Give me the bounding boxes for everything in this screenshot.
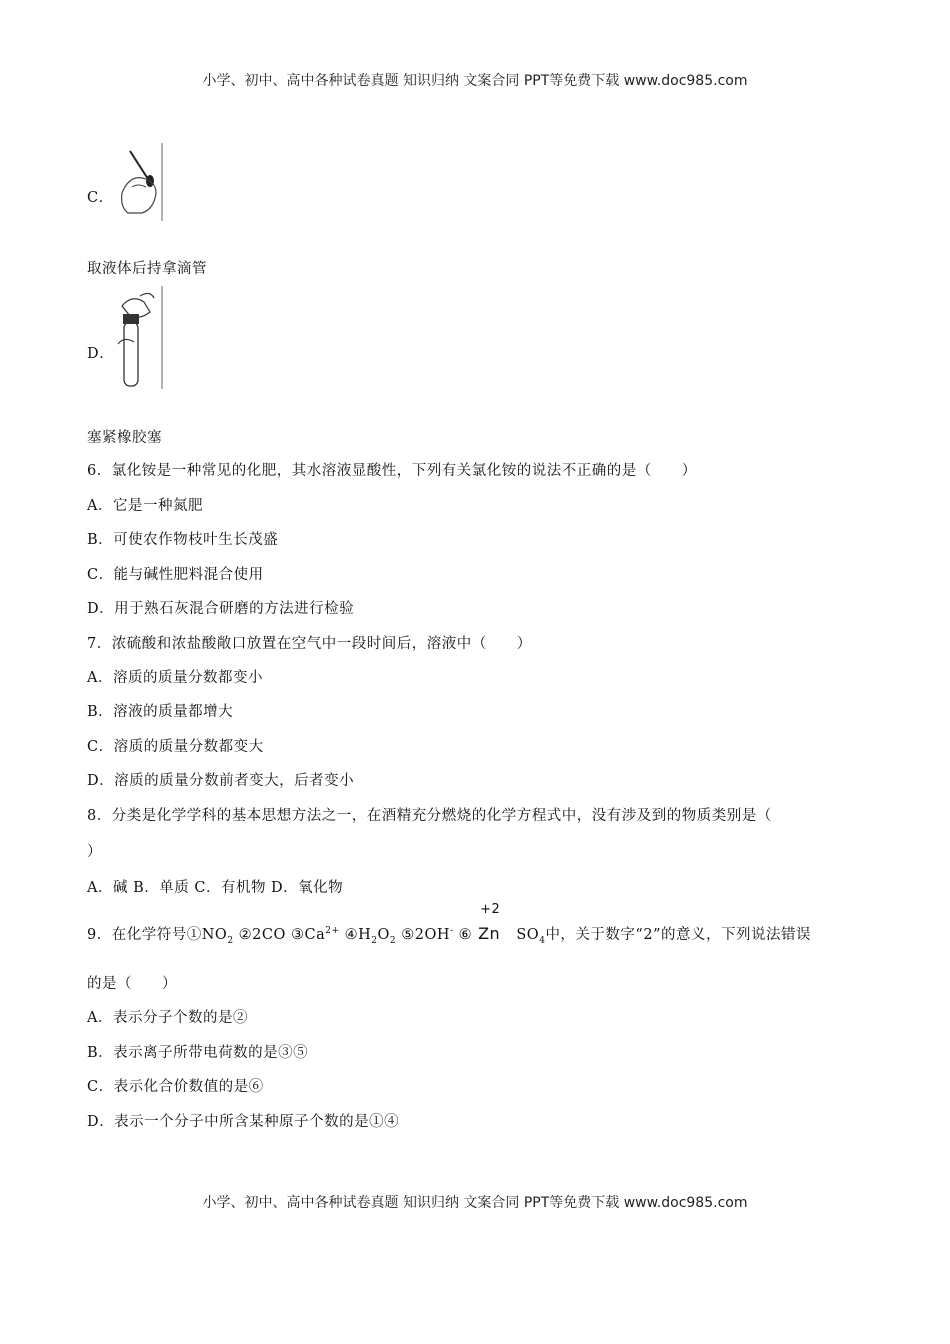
q9-suffix: 中，关于数字“2”的意义，下列说法错误 <box>545 927 811 943</box>
q7-option-b: B．溶液的质量都增大 <box>87 704 234 720</box>
dropper-hand-figure <box>112 143 168 221</box>
option-d-label: D． <box>87 346 115 362</box>
q9-prefix: 9．在化学符号① <box>87 927 202 943</box>
q9-symbol-no2: $NO_2$ <box>201 927 234 946</box>
q7-stem: 7．浓硫酸和浓盐酸敞口放置在空气中一段时间后，溶液中（ ） <box>87 636 532 652</box>
option-c-caption: 取液体后持拿滴管 <box>87 261 207 277</box>
test-tube-stopper-figure <box>110 286 166 389</box>
q6-stem: 6．氯化铵是一种常见的化肥，其水溶液显酸性，下列有关氯化铵的说法不正确的是（ ） <box>87 463 697 479</box>
q6-option-b: B．可使农作物枝叶生长茂盛 <box>87 532 279 548</box>
option-d-caption: 塞紧橡胶塞 <box>87 430 162 446</box>
q6-option-c: C．能与碱性肥料混合使用 <box>87 567 264 583</box>
q9-symbol-6-label: ⑥ <box>458 927 473 943</box>
page-header: 小学、初中、高中各种试卷真题 知识归纳 文案合同 PPT等免费下载 www.doc985.com <box>202 73 748 89</box>
q7-option-a: A．溶质的质量分数都变小 <box>87 670 263 686</box>
q9-option-c: C．表示化合价数值的是⑥ <box>87 1079 264 1095</box>
q9-symbol-2oh: ⑤2OH- <box>401 926 454 943</box>
q6-option-d: D．用于熟石灰混合研磨的方法进行检验 <box>87 601 355 617</box>
q8-stem-line2: ） <box>87 844 102 860</box>
page-footer: 小学、初中、高中各种试卷真题 知识归纳 文案合同 PPT等免费下载 www.doc985.com <box>202 1195 748 1211</box>
q9-symbol-h2o2: $④H_2O_2$ <box>344 927 397 946</box>
option-c-label: C． <box>87 190 114 206</box>
q9-option-d: D．表示一个分子中所含某种原子个数的是①④ <box>87 1114 400 1130</box>
zn-valence-symbol: +2 Zn <box>478 902 501 943</box>
q9-symbol-2co-ca: ②2CO $③Ca^{2+}$ <box>238 926 340 943</box>
q9-symbol-so4: $SO_4$ <box>516 927 546 946</box>
q9-stem-line1 <box>87 902 811 946</box>
q6-option-a: A．它是一种氮肥 <box>87 498 203 514</box>
q7-option-d: D．溶质的质量分数前者变大，后者变小 <box>87 773 355 789</box>
q9-option-a: A．表示分子个数的是② <box>87 1010 248 1026</box>
q9-stem-line2: 的是（ ） <box>87 976 177 992</box>
q8-stem-line1: 8．分类是化学学科的基本思想方法之一，在酒精充分燃烧的化学方程式中，没有涉及到的物质类别是（ <box>87 808 772 824</box>
q7-option-c: C．溶质的质量分数都变大 <box>87 739 264 755</box>
q9-option-b: B．表示离子所带电荷数的是③⑤ <box>87 1045 309 1061</box>
q8-options: A．碱 B．单质 C．有机物 D．氧化物 <box>87 880 344 896</box>
